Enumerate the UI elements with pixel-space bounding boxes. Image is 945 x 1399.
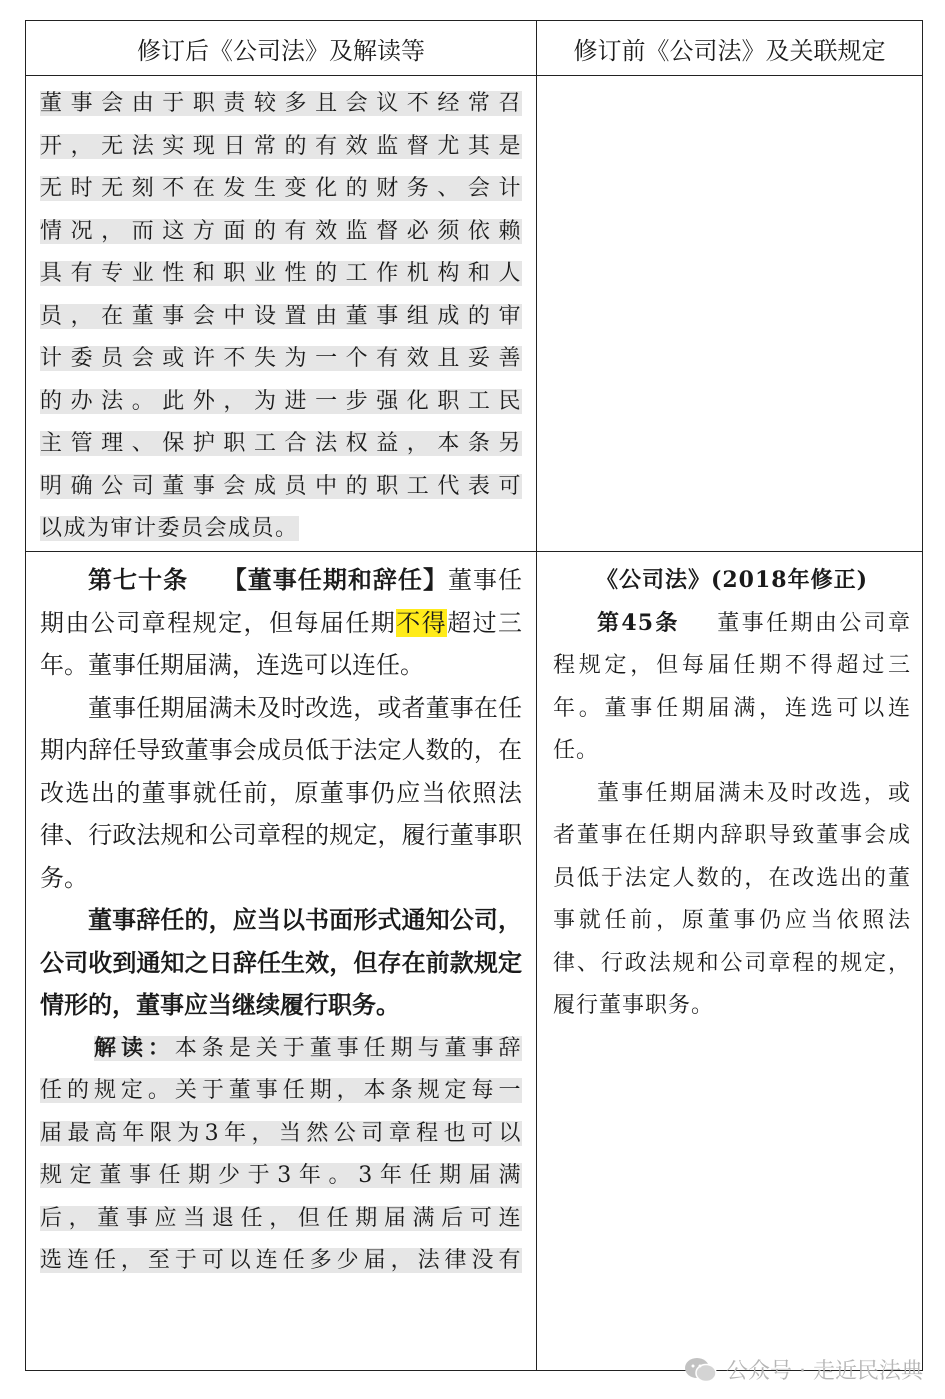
watermark-text: 公众号 · 走近民法典 bbox=[726, 1359, 923, 1384]
text-line: 后，董事应当退任，但任期届满后可连 bbox=[40, 1205, 522, 1231]
article-text: 董事任期由公司章程规定，但每届任期 bbox=[40, 566, 523, 637]
article-paragraph-1 bbox=[40, 559, 522, 687]
text-line: 无时无刻不在发生变化的财务、会计 bbox=[40, 176, 522, 201]
text-line: 本条是关于董事任期与董事辞 bbox=[174, 1035, 522, 1061]
old-article-label: 第45条 bbox=[597, 609, 680, 636]
article-text: 超过三年。董事任期届满，连选可以连任。 bbox=[40, 608, 523, 679]
text-line: 董事会由于职责较多且会议不经常召 bbox=[40, 91, 522, 116]
text-line: 情况，而这方面的有效监督必须依赖 bbox=[40, 218, 522, 244]
comparison-table bbox=[25, 20, 923, 1371]
text-line: 规定董事任期少于3年。3年任期届满 bbox=[40, 1163, 522, 1188]
text-line: 具有专业性和职业性的工作机构和人 bbox=[40, 261, 522, 286]
source-title: 《公司法》(2018年修正) bbox=[595, 567, 869, 593]
old-article-paragraph-2: 董事任期届满未及时改选，或者董事在任期内辞职导致董事会成员低于法定人数的，在改选出的董事就任前，原董事仍应当依照法律、行政法规和公司章程的规定，履行董事职务。 bbox=[553, 780, 911, 1018]
row-divider bbox=[26, 551, 922, 552]
header-divider bbox=[26, 75, 922, 76]
old-article-text: 董事任期由公司章程规定，但每届任期不得超过三年。董事任期届满，连选可以连任。 bbox=[553, 610, 911, 763]
article-paragraph-2: 董事任期届满未及时改选，或者董事在任期内辞任导致董事会成员低于法定人数的，在改选出的董事就任前，原董事仍应当依照法律、行政法规和公司章程的规定，履行董事职务。 bbox=[40, 693, 522, 892]
wechat-icon bbox=[684, 1357, 718, 1383]
text-line: 任的规定。关于董事任期，本条规定每一 bbox=[40, 1078, 522, 1103]
header-left: 修订后《公司法》及解读等 bbox=[137, 36, 425, 65]
interpretation-label: 解读： bbox=[94, 1034, 175, 1061]
article-70-new bbox=[40, 559, 522, 1283]
article-45-old bbox=[553, 559, 911, 1028]
text-line: 的办法。此外，为进一步强化职工民 bbox=[40, 388, 522, 414]
article-paragraph-3: 董事辞任的，应当以书面形式通知公司，公司收到通知之日辞任生效，但存在前款规定情形的，董事应当继续履行职务。 bbox=[40, 905, 522, 1019]
text-line: 选连任，至于可以连任多少届，法律没有 bbox=[40, 1248, 522, 1273]
text-line: 主管理、保护职工合法权益，本条另 bbox=[40, 431, 522, 456]
watermark bbox=[684, 1354, 923, 1385]
article-label: 第七十条 bbox=[88, 565, 189, 594]
highlighted-text: 不得 bbox=[396, 608, 448, 637]
text-line: 以成为审计委员会成员。 bbox=[40, 516, 299, 541]
article-title: 【董事任期和辞任】 bbox=[222, 565, 448, 594]
header-right: 修订前《公司法》及关联规定 bbox=[573, 36, 886, 65]
text-line: 计委员会或许不失为一个有效且妥善 bbox=[40, 346, 522, 371]
old-article-paragraph-1 bbox=[553, 602, 911, 773]
text-line: 明确公司董事会成员中的职工代表可 bbox=[40, 473, 522, 499]
text-line: 届最高年限为3年，当然公司章程也可以 bbox=[40, 1120, 522, 1146]
text-line: 员，在董事会中设置由董事组成的审 bbox=[40, 303, 522, 329]
text-line: 开，无法实现日常的有效监督尤其是 bbox=[40, 133, 522, 159]
column-divider bbox=[536, 21, 537, 1370]
interpretation bbox=[40, 1027, 522, 1283]
interpretation-continued bbox=[40, 83, 522, 551]
